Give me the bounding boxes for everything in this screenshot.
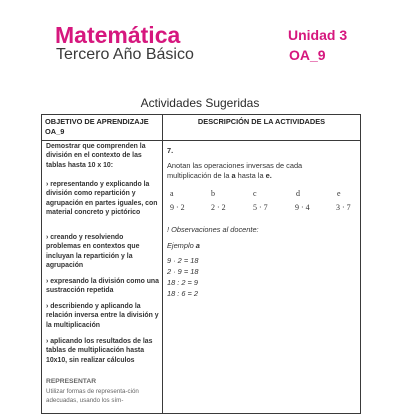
- example-answer: 18 : 2 = 9: [167, 278, 199, 287]
- item-letter: e: [337, 189, 341, 198]
- item-operation: 5 · 7: [253, 203, 268, 212]
- objective-bullet: › representando y explicando la división como repartición y agrupación en partes iguales, con material concreto y pictórico: [46, 181, 158, 217]
- teacher-observations: ! Observaciones al docente:: [167, 225, 259, 234]
- header-divider: [42, 140, 360, 141]
- item-operation: 9 · 2: [170, 203, 185, 212]
- objective-bullet: › aplicando los resultados de las tablas de multiplicación hasta 10x10, sin realizar cálculos: [46, 338, 153, 364]
- instruction-letter-a: a: [231, 171, 236, 180]
- column-divider: [162, 115, 163, 413]
- header-title: Matemática: [55, 22, 181, 48]
- objective-header-label: OBJETIVO DE APRENDIZAJE: [45, 117, 149, 126]
- item-operation: 3 · 7: [336, 203, 351, 212]
- item-letter: d: [296, 189, 300, 198]
- item-operation: 9 · 4: [295, 203, 310, 212]
- skill-heading: REPRESENTAR: [46, 378, 97, 385]
- instruction-line: Anotan las operaciones inversas de cada: [167, 161, 303, 170]
- objective-bullet: › describiendo y aplicando la relación inversa entre la división y la multiplicación: [46, 303, 159, 329]
- skill-text: Utilizar formas de representa-ción adecuadas, usando los sím-: [46, 388, 139, 404]
- instruction-text: multiplicación de la: [167, 171, 232, 180]
- example-answer: 18 : 6 = 2: [167, 289, 199, 298]
- header-subtitle: Tercero Año Básico: [56, 46, 194, 63]
- objective-column-header: [45, 117, 161, 137]
- activity-number: 7.: [167, 146, 174, 155]
- instruction-line: [167, 171, 357, 181]
- objective-intro: Demostrar que comprenden la división en el contexto de las tablas hasta 10 x 10:: [46, 143, 146, 169]
- section-title: Actividades Sugeridas: [140, 96, 260, 110]
- item-letter: b: [211, 189, 215, 198]
- example-label: [167, 241, 200, 250]
- example-answer: 9 · 2 = 18: [167, 256, 199, 265]
- objective-header-code: OA_9: [45, 127, 65, 136]
- example-letter: a: [195, 241, 200, 250]
- objective-bullet: › creando y resolviendo problemas en contextos que incluyan la repartición y la agrupación: [46, 234, 140, 270]
- example-answer: 2 · 9 = 18: [167, 267, 199, 276]
- item-operation: 2 · 2: [211, 203, 226, 212]
- objective-bullet: › expresando la división como una sustracción repetida: [46, 278, 159, 295]
- item-letter: c: [253, 189, 257, 198]
- activity-instruction: [167, 161, 357, 181]
- header-unit: Unidad 3: [288, 27, 348, 43]
- item-letter: a: [170, 189, 174, 198]
- description-column-header: DESCRIPCIÓN DE LA ACTIVIDADES: [197, 117, 326, 126]
- instruction-letter-e: e.: [265, 171, 272, 180]
- header-code: OA_9: [289, 47, 326, 63]
- instruction-text: hasta la: [235, 171, 266, 180]
- example-text: Ejemplo: [167, 241, 196, 250]
- activities-table: [41, 114, 361, 414]
